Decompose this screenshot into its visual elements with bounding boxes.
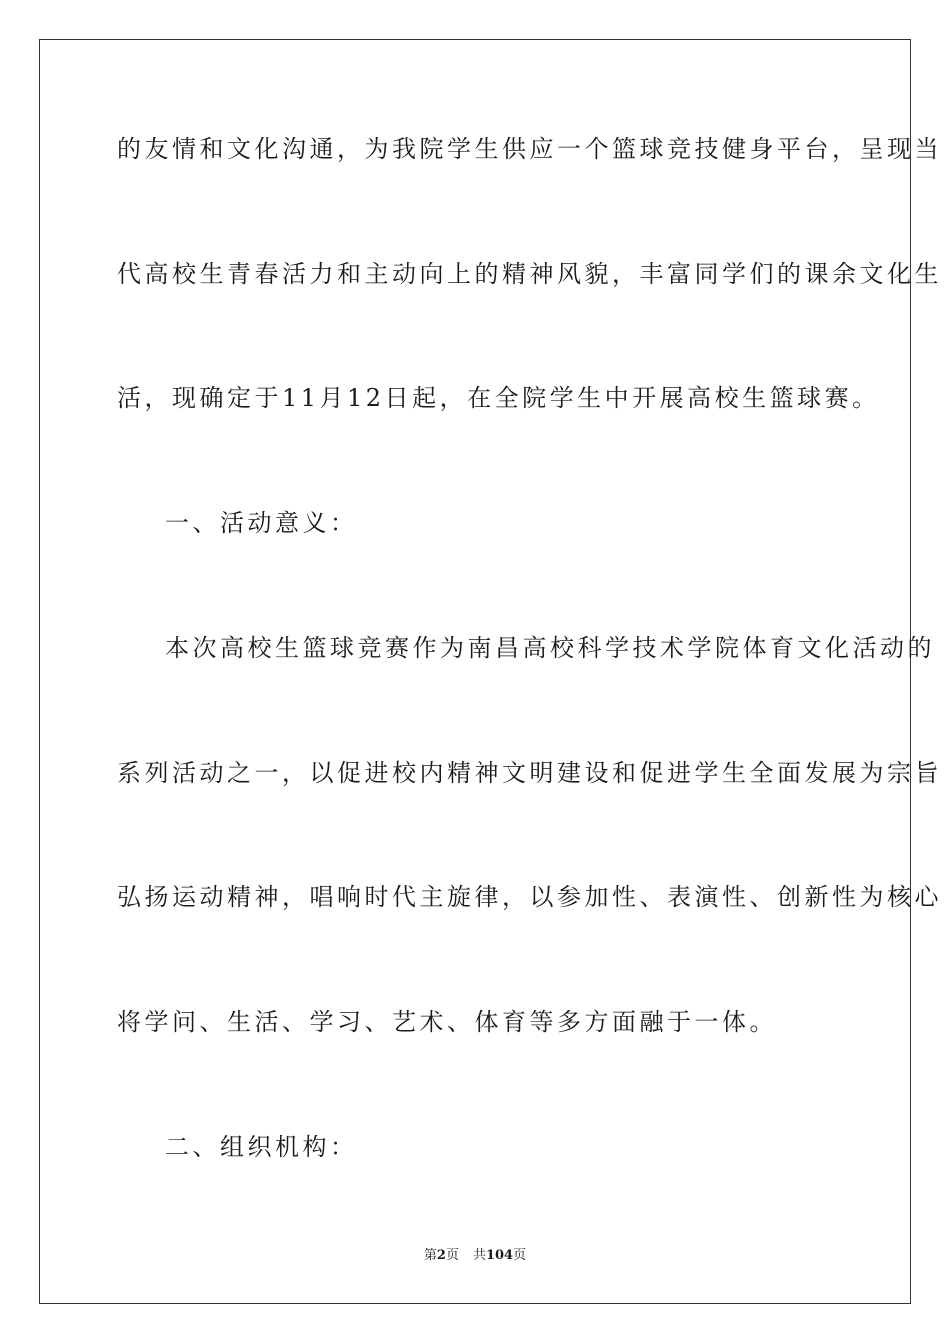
total-prefix: 共: [472, 1248, 486, 1263]
paragraph-line: 系列活动之一，以促进校内精神文明建设和促进学生全面发展为宗旨: [117, 759, 942, 787]
paragraph-line: 代高校生青春活力和主动向上的精神风貌，丰富同学们的课余文化生: [117, 260, 942, 288]
paragraph-line: 弘扬运动精神，唱响时代主旋律，以参加性、表演性、创新性为核心: [117, 883, 942, 911]
paragraph-line: 本次高校生篮球竞赛作为南昌高校科学技术学院体育文化活动的: [165, 634, 935, 662]
section-heading-organization: 二、组织机构：: [165, 1133, 358, 1161]
page-footer: [0, 1247, 950, 1265]
page-number: 2: [436, 1248, 446, 1263]
section-heading-activity-significance: 一、活动意义：: [165, 509, 358, 537]
paragraph-line: 将学问、生活、学习、艺术、体育等多方面融于一体。: [117, 1008, 777, 1036]
paragraph-line: 活，现确定于11月12日起，在全院学生中开展高校生篮球赛。: [117, 384, 880, 412]
page-border: [39, 39, 911, 1304]
paragraph-line: 的友情和文化沟通，为我院学生供应一个篮球竞技健身平台，呈现当: [117, 135, 942, 163]
page-prefix: 第: [423, 1248, 437, 1263]
page-suffix: 页: [445, 1248, 459, 1263]
total-pages: 104: [485, 1248, 514, 1263]
total-suffix: 页: [513, 1248, 527, 1263]
